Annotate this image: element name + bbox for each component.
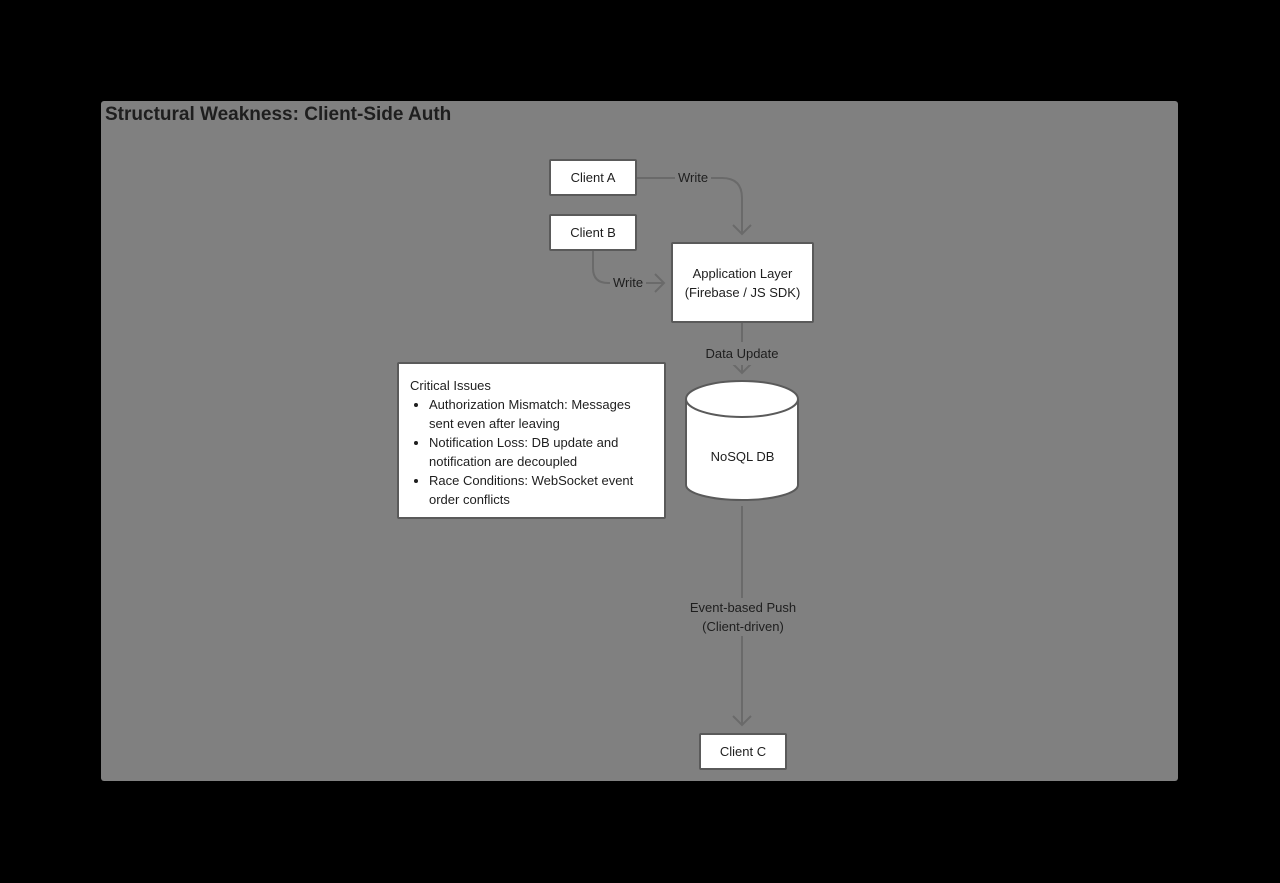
node-client-a[interactable]	[549, 159, 637, 196]
critical-issue-item: • Notification Loss: DB update and notification are decoupled	[429, 433, 654, 471]
node-application-layer[interactable]	[671, 242, 814, 323]
edge-label-data-update: Data Update	[700, 342, 784, 365]
node-client-c[interactable]	[699, 733, 787, 770]
edge-label-client-b-write: Write	[610, 273, 646, 292]
diagram-title: Structural Weakness: Client-Side Auth	[105, 104, 452, 125]
node-client-a-label: Client A	[570, 170, 616, 185]
edge-label-client-a-write: Write	[675, 168, 711, 187]
node-database-label: NoSQL DB	[710, 449, 775, 464]
node-application-layer-label: Application Layer (Firebase / JS SDK)	[684, 265, 801, 300]
node-client-c-label: Client C	[719, 744, 767, 759]
critical-issues-list	[410, 395, 654, 509]
node-client-b[interactable]	[549, 214, 637, 251]
critical-issue-item: • Race Conditions: WebSocket event order conflicts	[429, 471, 654, 509]
node-client-b-label: Client B	[570, 225, 616, 240]
critical-issues-heading: Critical Issues	[410, 378, 491, 393]
critical-issues-note	[397, 362, 666, 519]
critical-issue-item: • Authorization Mismatch: Messages sent even after leaving	[429, 395, 654, 433]
edge-label-event-push: Event-based Push (Client-driven)	[683, 598, 803, 636]
database-cylinder[interactable]	[686, 381, 798, 500]
